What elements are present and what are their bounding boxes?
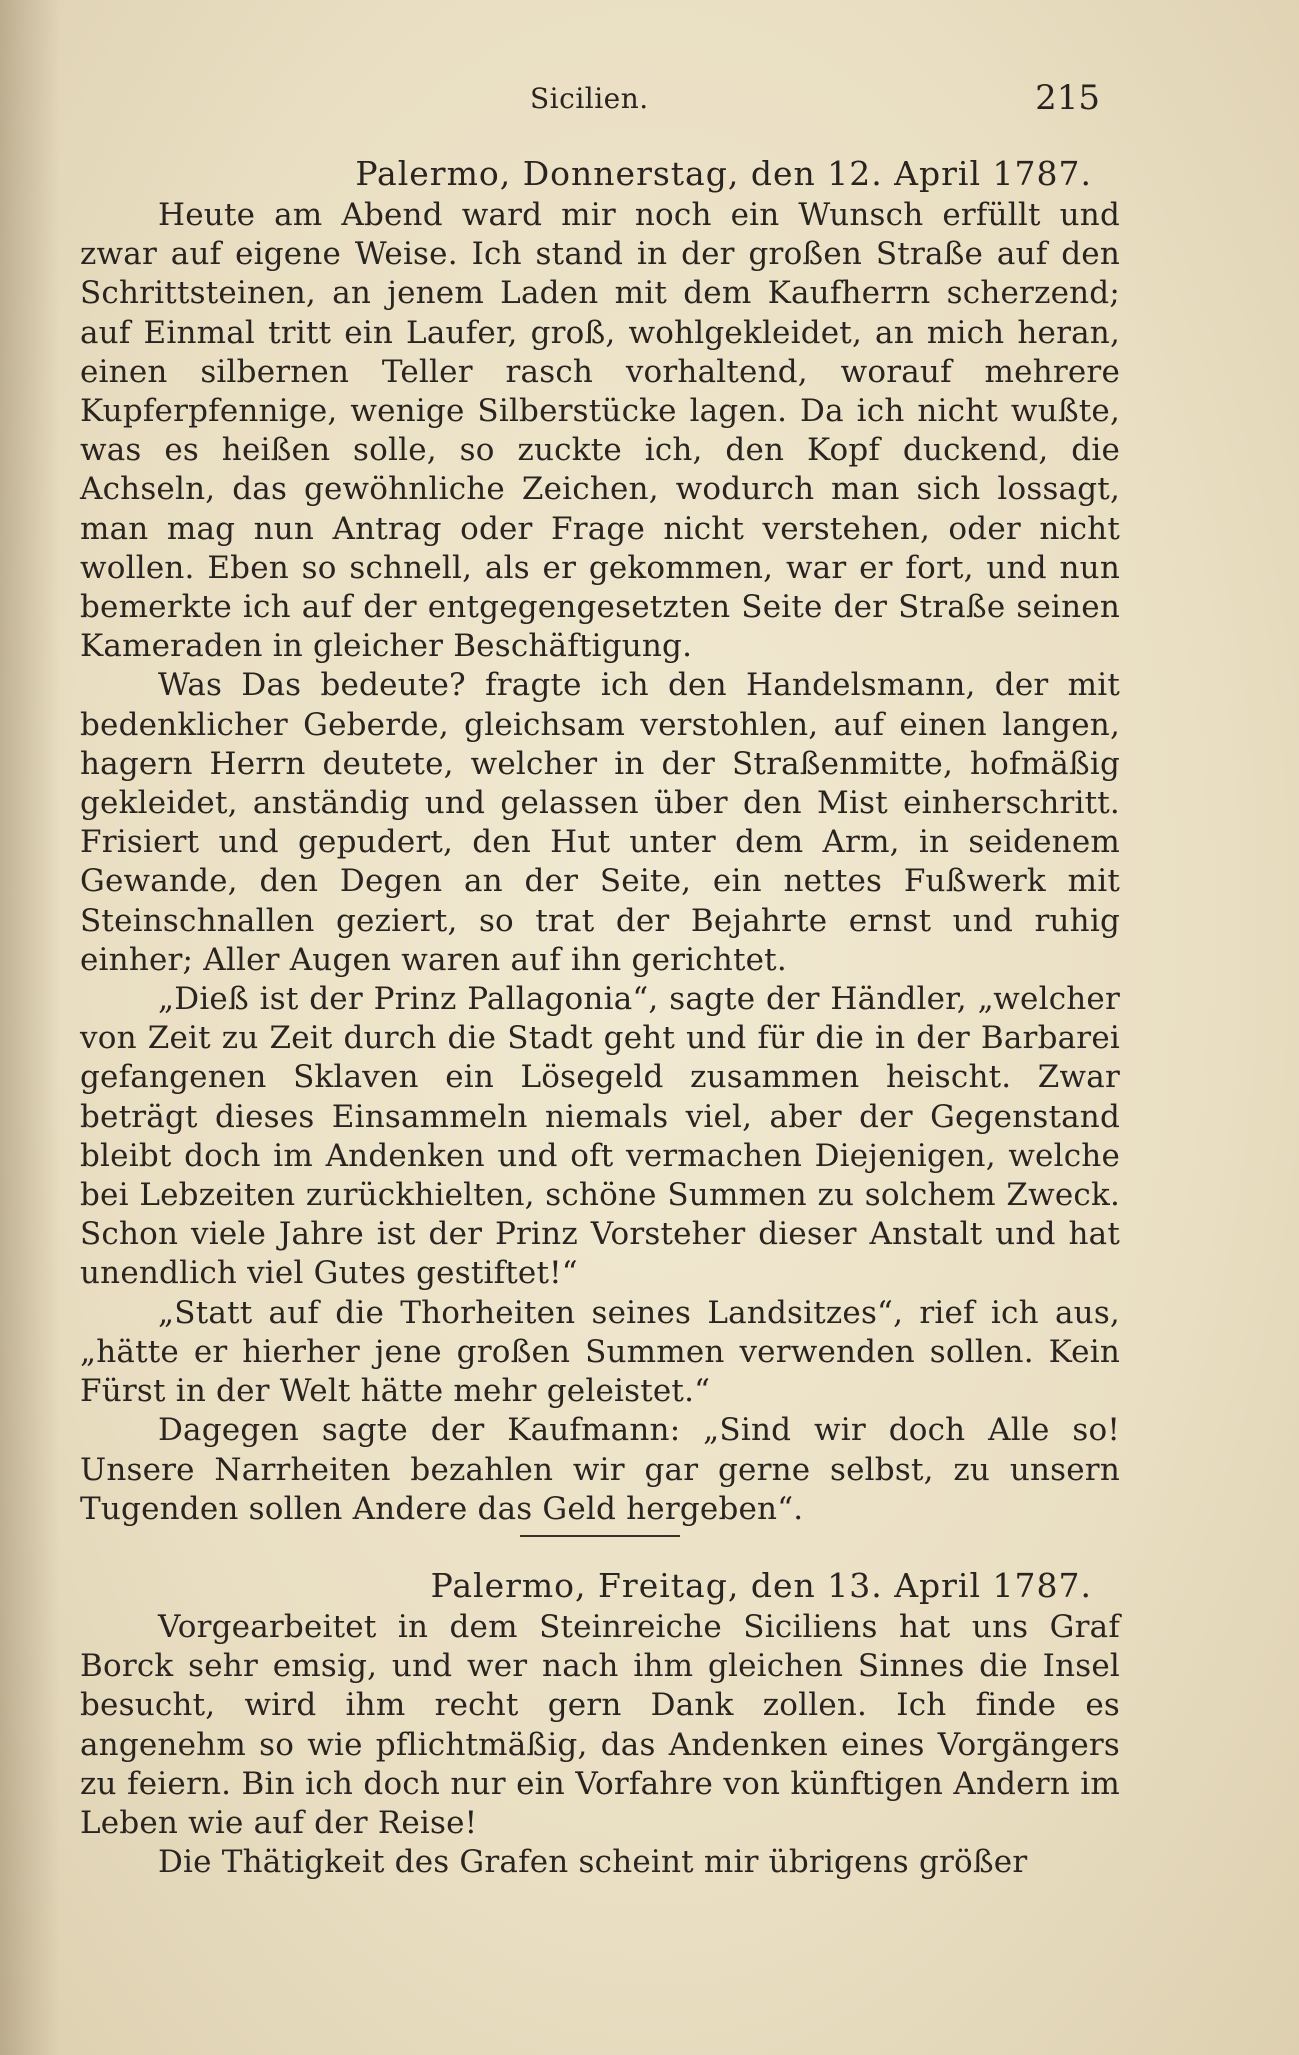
page-header [80, 78, 1100, 122]
paragraph: Die Thätigkeit des Grafen scheint mir übrigens größer [158, 1844, 1028, 1881]
paragraph: Was Das bedeute? fragte ich den Handelsmann, der mit bedenklicher Geberde, gleichsam verstohlen, auf einen langen, hagern Herrn deutete, welcher in der Straßenmitte, hofmäßig gekleidet, anständig und gelassen über den Mist einherschritt. Frisiert und gepudert, den Hut unter dem Arm, in seidenem Gewande, den Degen an der Seite, ein nettes Fußwerk mit Steinschnallen geziert, so trat der Bejahrte ernst und ruhig einher; Aller Augen waren auf ihn gerichtet. [80, 667, 1120, 978]
dateline: Palermo, Donnerstag, den 12. April 1787. [355, 154, 1092, 193]
diary-entry-april-13 [80, 1566, 1120, 1882]
paragraph: „Statt auf die Thorheiten seines Landsitzes“, rief ich aus, „hätte er hierher jene großen Summen verwenden sollen. Kein Fürst in der Welt hätte mehr geleistet.“ [80, 1294, 1120, 1410]
diary-entry-april-12 [80, 154, 1120, 1529]
paragraph: Dagegen sagte der Kaufmann: „Sind wir doch Alle so! Unsere Narrheiten bezahlen wir gar gerne selbst, zu unsern Tugenden sollen Andere das Geld hergeben“. [80, 1412, 1120, 1527]
paragraph: „Dieß ist der Prinz Pallagonia“, sagte der Händler, „welcher von Zeit zu Zeit durch die Stadt geht und für die in der Barbarei gefangenen Sklaven ein Lösegeld zusammen heischt. Zwar beträgt dieses Einsammeln niemals viel, aber der Gegenstand bleibt doch im Andenken und oft vermachen Diejenigen, welche bei Lebzeiten zurückhielten, schöne Summen zu solchem Zweck. Schon viele Jahre ist der Prinz Vorsteher dieser Anstalt und hat unendlich viel Gutes gestiftet!“ [80, 981, 1120, 1292]
paragraph: Heute am Abend ward mir noch ein Wunsch erfüllt und zwar auf eigene Weise. Ich stand in der großen Straße auf den Schrittsteinen, an jenem Laden mit dem Kaufherrn scherzend; auf Einmal tritt ein Laufer, groß, wohlgekleidet, an mich heran, einen silbernen Teller rasch vorhaltend, worauf mehrere Kupferpfennige, wenige Silberstücke lagen. Da ich nicht wußte, was es heißen solle, so zuckte ich, den Kopf duckend, die Achseln, das gewöhnliche Zeichen, wodurch man sich lossagt, man mag nun Antrag oder Frage nicht verstehen, oder nicht wollen. Eben so schnell, als er gekommen, war er fort, und nun bemerkte ich auf der entgegengesetzten Seite der Straße seinen Kameraden in gleicher Beschäftigung. [80, 197, 1120, 665]
section-divider [520, 1535, 680, 1537]
dateline: Palermo, Freitag, den 13. April 1787. [430, 1566, 1092, 1605]
gutter-shadow [0, 0, 60, 2055]
page-number: 215 [1035, 78, 1100, 118]
paragraph: Vorgearbeitet in dem Steinreiche Siciliens hat uns Graf Borck sehr emsig, und wer nach ihm gleichen Sinnes die Insel besucht, wird ihm recht gern Dank zollen. Ich finde es angenehm so wie pflichtmäßig, das Andenken eines Vorgängers zu feiern. Bin ich doch nur ein Vorfahre von künftigen Andern im Leben wie auf der Reise! [80, 1609, 1120, 1842]
running-head: Sicilien. [530, 82, 649, 115]
